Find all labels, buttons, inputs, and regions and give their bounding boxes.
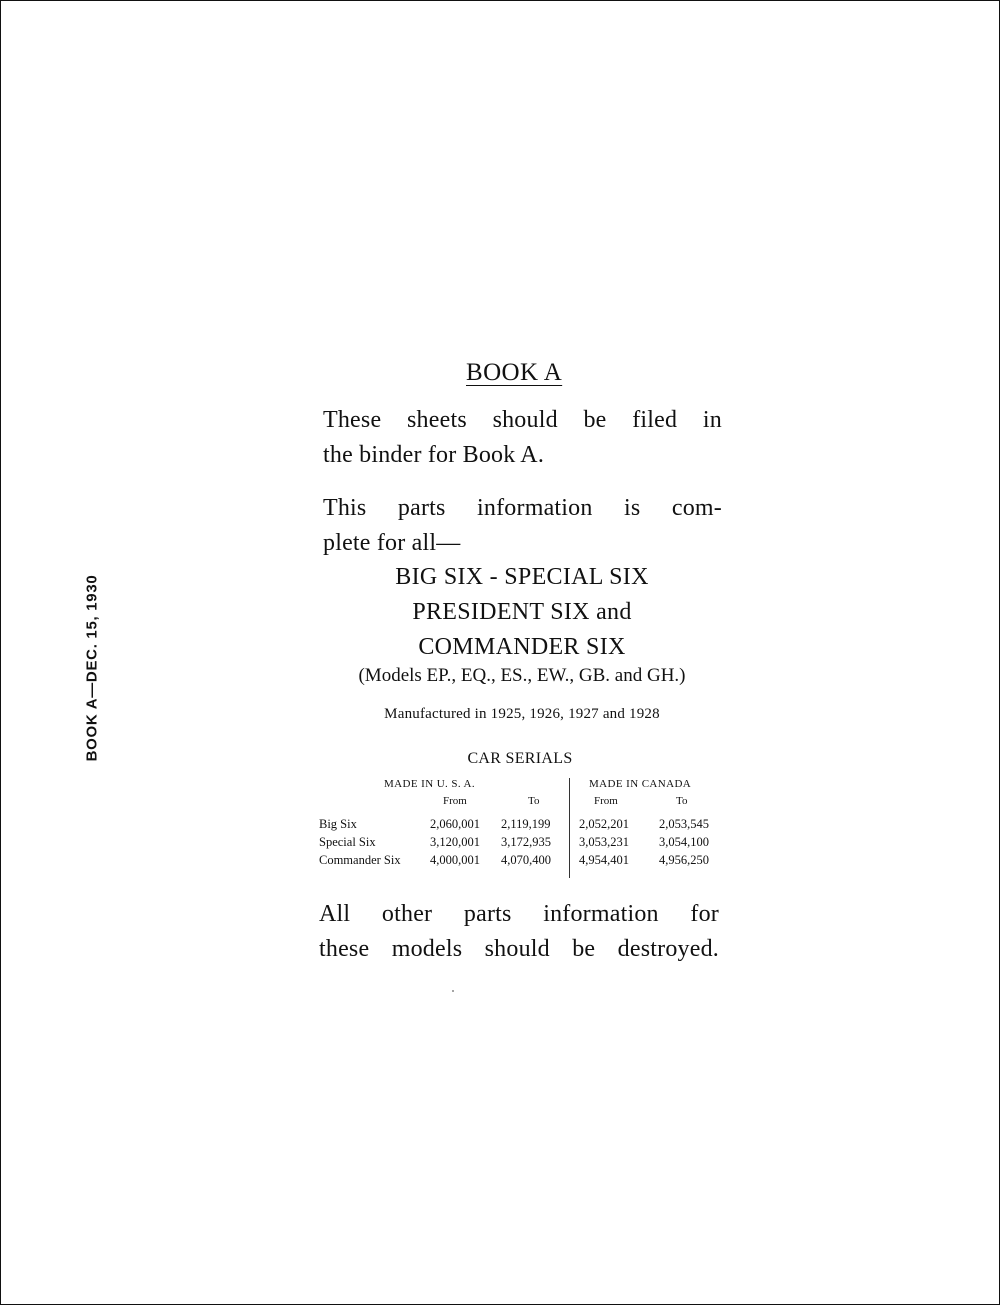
- table-row: [319, 817, 739, 835]
- manufactured-years: Manufactured in 1925, 1926, 1927 and 1928: [384, 706, 660, 722]
- usa-to-header: To: [528, 795, 540, 807]
- page-title: BOOK A: [466, 359, 563, 386]
- disposal-instruction: [319, 897, 719, 967]
- disposal-line-2: these models should be destroyed.: [319, 936, 719, 962]
- canada-to-value: 4,956,250: [659, 853, 709, 867]
- table-row: [319, 853, 739, 871]
- row-model-name: Commander Six: [319, 853, 401, 867]
- filing-instruction-line-2: the binder for Book A.: [323, 442, 545, 468]
- disposal-line-1: All other parts information for: [319, 901, 719, 927]
- canada-from-value: 2,052,201: [579, 817, 629, 831]
- usa-header: MADE IN U. S. A.: [384, 778, 476, 790]
- canada-to-value: 2,053,545: [659, 817, 709, 831]
- canada-to-value: 3,054,100: [659, 835, 709, 849]
- canada-from-value: 4,954,401: [579, 853, 629, 867]
- canada-from-header: From: [594, 795, 618, 807]
- canada-from-value: 3,053,231: [579, 835, 629, 849]
- model-line-1: BIG SIX - SPECIAL SIX: [395, 564, 649, 590]
- usa-to-value: 2,119,199: [501, 817, 551, 831]
- usa-to-value: 4,070,400: [501, 853, 551, 867]
- table-row: [319, 835, 739, 853]
- row-model-name: Big Six: [319, 817, 357, 831]
- row-model-name: Special Six: [319, 835, 376, 849]
- model-line-2: PRESIDENT SIX and: [412, 599, 632, 625]
- print-speck: [452, 990, 454, 992]
- canada-to-header: To: [676, 795, 688, 807]
- coverage-statement: [323, 491, 722, 561]
- filing-instruction-line-1: These sheets should be filed in: [323, 407, 722, 433]
- usa-from-value: 4,000,001: [430, 853, 480, 867]
- model-names: [300, 560, 744, 665]
- coverage-line-1: This parts information is com-: [323, 495, 722, 521]
- side-label: BOOK A—DEC. 15, 1930: [83, 574, 101, 762]
- coverage-line-2: plete for all—: [323, 530, 461, 556]
- car-serials-title: CAR SERIALS: [467, 750, 573, 767]
- usa-to-value: 3,172,935: [501, 835, 551, 849]
- filing-instruction: [323, 403, 722, 473]
- model-codes: (Models EP., EQ., ES., EW., GB. and GH.): [358, 665, 686, 686]
- model-line-3: COMMANDER SIX: [418, 634, 626, 660]
- usa-from-value: 3,120,001: [430, 835, 480, 849]
- usa-from-header: From: [443, 795, 467, 807]
- canada-header: MADE IN CANADA: [589, 778, 692, 790]
- usa-from-value: 2,060,001: [430, 817, 480, 831]
